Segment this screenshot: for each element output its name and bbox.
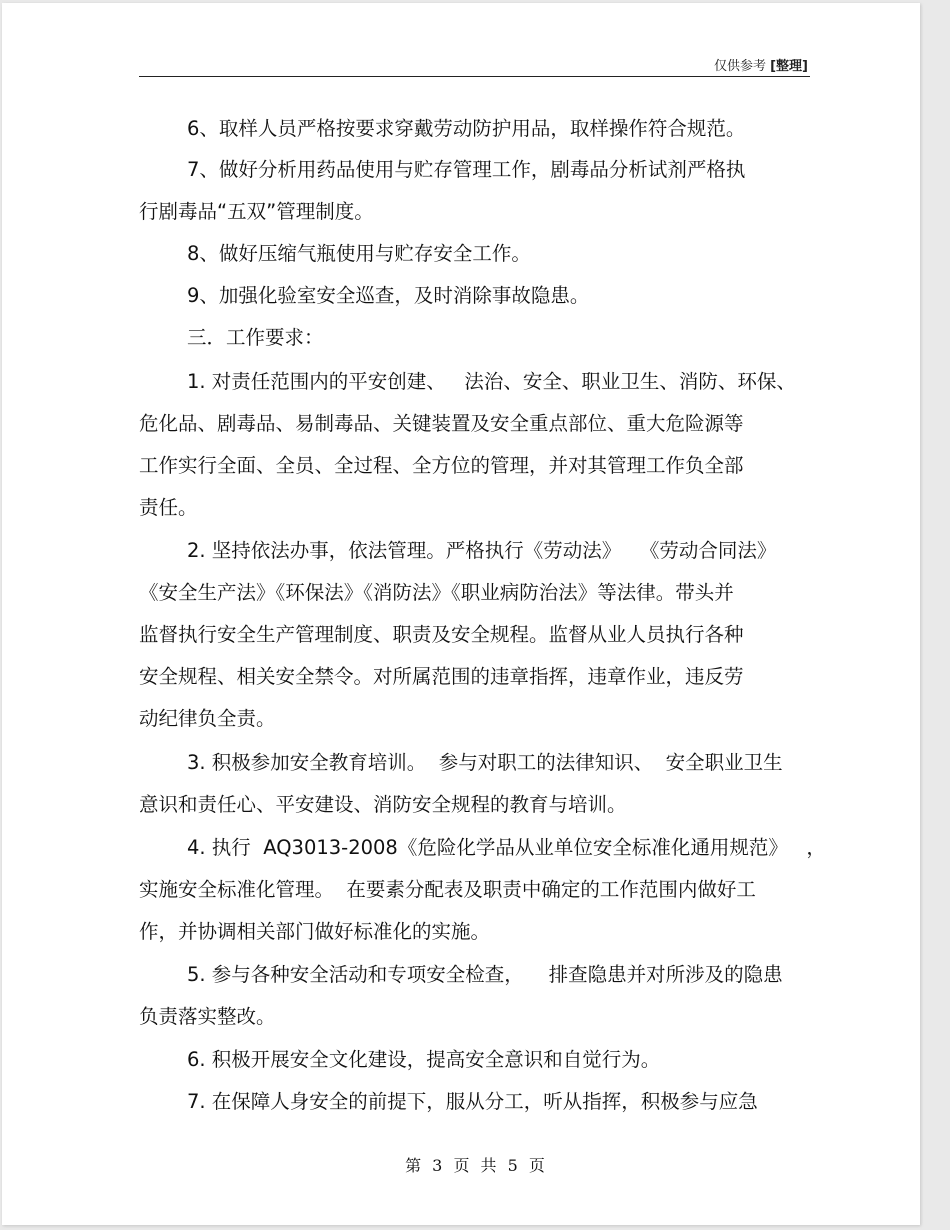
document-page: [2, 3, 920, 1225]
body-line: 实施安全标准化管理。 在要素分配表及职责中确定的工作范围内做好工: [139, 878, 756, 901]
body-line: 7. 在保障人身安全的前提下，服从分工，听从指挥，积极参与应急: [187, 1090, 758, 1113]
body-line: 监督执行安全生产管理制度、职责及安全规程。监督从业人员执行各种: [139, 623, 744, 646]
body-line: 动纪律负全责。: [139, 707, 276, 730]
header-bracket-text: [整理]: [770, 59, 808, 74]
body-line: 3. 积极参加安全教育培训。 参与对职工的法律知识、 安全职业卫生: [187, 751, 783, 774]
header-reference-text: 仅供参考: [713, 59, 766, 74]
page-header: [139, 52, 810, 77]
body-line: 1. 对责任范围内的平安创建、 法治、安全、职业卫生、消防、环保、: [187, 370, 796, 393]
page-number-footer: 第 3 页 共 5 页: [405, 1156, 545, 1175]
body-line: 《安全生产法》《环保法》《消防法》《职业病防治法》等法律。带头并: [139, 581, 734, 604]
body-line: 行剧毒品“五双”管理制度。: [139, 200, 374, 223]
body-line: 5. 参与各种安全活动和专项安全检查， 排查隐患并对所涉及的隐患: [187, 963, 783, 986]
body-line: 7、做好分析用药品使用与贮存管理工作，剧毒品分析试剂严格执: [187, 158, 746, 181]
body-line: 责任。: [139, 496, 198, 519]
body-line: 安全规程、相关安全禁令。对所属范围的违章指挥，违章作业，违反劳: [139, 665, 744, 688]
body-line: 工作实行全面、全员、全过程、全方位的管理，并对其管理工作负全部: [139, 454, 744, 477]
header-label: [714, 55, 808, 74]
body-line: 危化品、剧毒品、易制毒品、关键装置及安全重点部位、重大危险源等: [139, 412, 744, 435]
body-line: 8、做好压缩气瓶使用与贮存安全工作。: [187, 242, 531, 265]
section-heading: 三．工作要求：: [187, 326, 324, 349]
body-line: 负责落实整改。: [139, 1005, 276, 1028]
body-line: 4. 执行 AQ3013-2008《危险化学品从业单位安全标准化通用规范》 ，: [187, 836, 826, 859]
body-line: 作，并协调相关部门做好标准化的实施。: [139, 920, 491, 943]
body-line: 意识和责任心、平安建设、消防安全规程的教育与培训。: [139, 793, 627, 816]
body-line: 9、加强化验室安全巡查，及时消除事故隐患。: [187, 284, 590, 307]
body-line: 6、取样人员严格按要求穿戴劳动防护用品，取样操作符合规范。: [187, 117, 746, 140]
body-line: 6. 积极开展安全文化建设，提高安全意识和自觉行为。: [187, 1048, 661, 1071]
body-line: 2. 坚持依法办事，依法管理。严格执行《劳动法》 《劳动合同法》: [187, 539, 777, 562]
